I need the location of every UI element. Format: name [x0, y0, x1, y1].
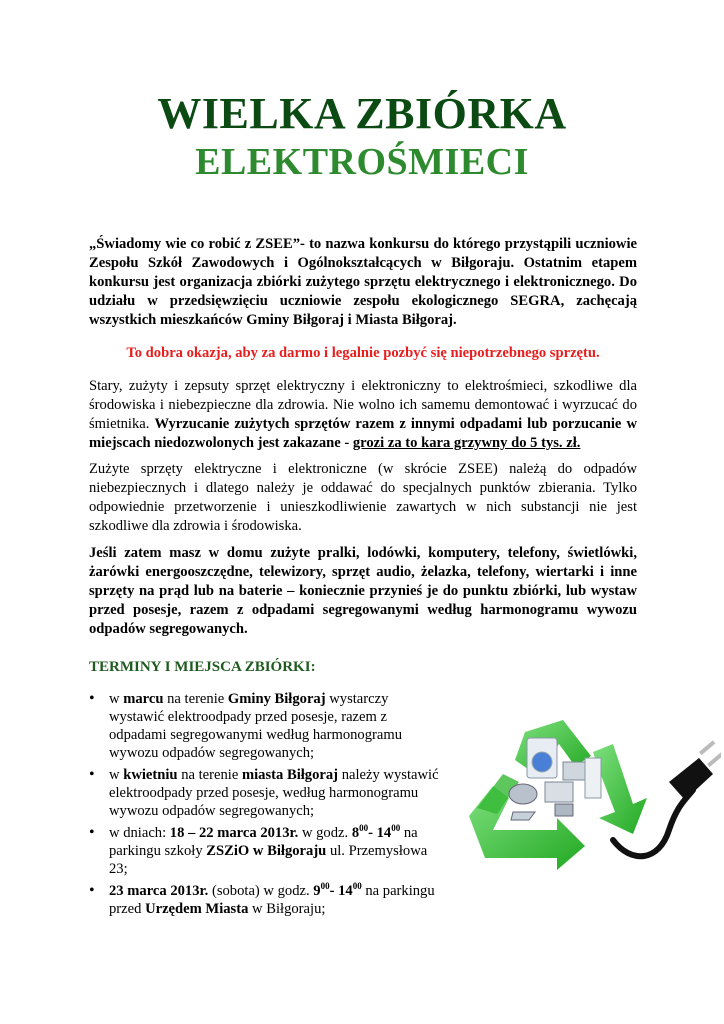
term-month: marcu [123, 691, 164, 707]
list-item [89, 766, 447, 820]
list-item [89, 690, 447, 762]
hazard-fine: grozi za to kara grzywny do 5 tys. zł. [352, 435, 581, 451]
term-text: w [109, 767, 124, 783]
microwave-icon [545, 782, 573, 802]
terms-list [89, 690, 447, 922]
term-text: na terenie [163, 691, 228, 707]
paragraph-hazard [89, 377, 637, 453]
fridge-icon [585, 758, 601, 798]
paragraph-call-to-action: Jeśli zatem masz w domu zużyte pralki, lodówki, komputery, telefony, świetlówki, żarówki energooszczędne, telewizory, sprzęt audio, żelazka, telefony, wiertarki i inne sprzęty na prąd lub na baterie – koniecznie przynieś je do punktu zbiórki, lub wystaw przed posesje, razem z odpadami segregowanymi według harmonogramu wywozu odpadów segregowanych. [89, 545, 637, 637]
intro-paragraph: „Świadomy wie co robić z ZSEE”- to nazwa konkursu do którego przystąpili uczniowie Zespołu Szkół Zawodowych i Ogólnokształcących w Biłgoraju. Ostatnim etapem konkursu jest organizacja zbiórki zużytego sprzętu elektrycznego i elektronicznego. Do udziału w przedsięwzięciu uczniowie zespołu ekologicznego SEGRA, zachęcają wszystkich mieszkańców Gminy Biłgoraj i Miasta Biłgoraj. [89, 236, 637, 328]
page-subtitle: ELEKTROŚMIECI [195, 141, 529, 183]
page-title: WIELKA ZBIÓRKA [157, 89, 567, 138]
term-text: ul. Przemysłowa 23; [109, 843, 428, 877]
recycle-electronics-illustration [463, 712, 721, 903]
term-minutes: 00 [391, 823, 401, 833]
term-date: 23 marca 2013r. [109, 883, 209, 899]
term-text: należy wystawić elektroodpady przed posesje, według harmonogramu wywozu odpadów segregowanych; [109, 767, 439, 819]
term-text: na parkingu szkoły [109, 825, 418, 859]
term-hour: - 14 [368, 825, 392, 841]
term-text: wystarczy wystawić elektroodpady przed posesje, razem z odpadami segregowanymi według harmonogramu wywozu odpadów segregowanych; [109, 691, 403, 761]
term-hour: 8 [351, 825, 360, 841]
term-text: w Biłgoraju; [248, 901, 326, 917]
term-minutes: 00 [320, 881, 330, 891]
list-item [89, 882, 447, 918]
term-place: ZSZiO w Biłgoraju [206, 843, 327, 859]
term-text: w godz. [298, 825, 352, 841]
recycle-electronics-plug-icon [463, 712, 721, 898]
term-hour: - 14 [329, 883, 353, 899]
hazard-text: Stary, zużyty i zepsuty sprzęt elektryczny i elektroniczny to elektrośmieci, szkodliwe dla środowiska i niebezpieczne dla zdrowia. Nie wolno ich samemu demontować i wyrzucać do śmietnika. [89, 378, 637, 432]
terms-heading: TERMINY I MIEJSCA ZBIÓRKI: [89, 659, 316, 675]
monitor-icon [563, 762, 585, 780]
paragraph-zsee: Zużyte sprzęty elektryczne i elektroniczne (w skrócie ZSEE) należą do odpadów niebezpiecznych i dlatego należy je oddawać do specjalnych punktów zbierania. Tylko odpowiednie przetworzenie i unieszkodliwienie zawartych w nich substancji nie jest szkodliwe dla zdrowia i środowiska. [89, 461, 637, 534]
term-month: kwietniu [123, 767, 178, 783]
plug-pin-icon [699, 740, 715, 755]
list-item [89, 824, 447, 878]
term-date: 18 – 22 marca 2013r. [169, 825, 299, 841]
iron-icon [511, 812, 535, 820]
plug-pin-icon [707, 752, 721, 767]
term-text: w [109, 691, 124, 707]
vacuum-cleaner-icon [509, 784, 537, 804]
slogan: To dobra okazja, aby za darmo i legalnie pozbyć się niepotrzebnego sprzętu. [126, 345, 600, 361]
radio-icon [555, 804, 573, 816]
washing-machine-door-icon [532, 752, 552, 772]
term-minutes: 00 [352, 881, 362, 891]
term-place: miasta Biłgoraj [241, 767, 339, 783]
hazard-prohibition: Wyrzucanie zużytych sprzętów razem z innymi odpadami lub porzucanie w miejscach niedozwolonych jest zakazane - [89, 416, 637, 451]
term-text: na parkingu przed [109, 883, 435, 917]
term-hour: 9 [313, 883, 321, 899]
term-text: na terenie [177, 767, 242, 783]
term-text: (sobota) w godz. [208, 883, 314, 899]
plug-icon [669, 758, 713, 800]
term-place: Gminy Biłgoraj [227, 691, 326, 707]
term-place: Urzędem Miasta [145, 901, 249, 917]
term-minutes: 00 [359, 823, 369, 833]
term-text: w dniach: [109, 825, 170, 841]
